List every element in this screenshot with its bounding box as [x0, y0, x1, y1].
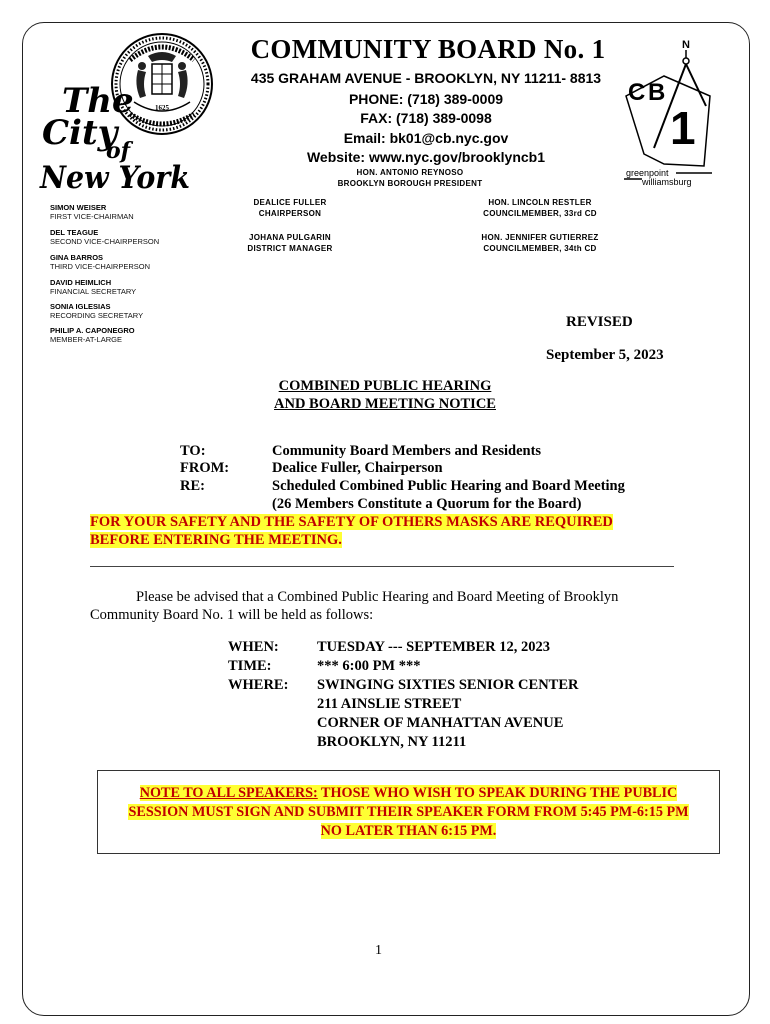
time-label: TIME: — [228, 658, 272, 674]
safety-notice-line2: BEFORE ENTERING THE MEETING. — [90, 532, 342, 548]
svg-text:City: City — [42, 113, 118, 153]
borough-president-name: HON. ANTONIO REYNOSO — [356, 168, 464, 177]
website-link[interactable]: Website: www.nyc.gov/brooklyncb1 — [306, 149, 546, 165]
address: 435 GRAHAM AVENUE - BROOKLYN, NY 11211- 8813 — [250, 70, 602, 86]
svg-text:N: N — [682, 39, 690, 51]
page-number: 1 — [375, 943, 382, 958]
borough-president-title: BROOKLYN BOROUGH PRESIDENT — [337, 179, 483, 188]
svg-text:williamsburg: williamsburg — [642, 177, 692, 187]
speakers-note-box — [97, 770, 720, 854]
officer-item: SONIA IGLESIAS RECORDING SECRETARY — [50, 302, 144, 320]
notice-title-line1: COMBINED PUBLIC HEARING — [278, 378, 492, 394]
re-label: RE: — [180, 478, 205, 494]
svg-text:1: 1 — [670, 102, 696, 154]
from-label: FROM: — [180, 460, 230, 476]
email[interactable] — [226, 130, 626, 146]
nyc-wordmark-logo — [38, 78, 198, 196]
district-manager-title: DISTRICT MANAGER — [247, 244, 333, 253]
svg-text:1625: 1625 — [155, 104, 169, 112]
where-label: WHERE: — [228, 677, 289, 693]
to-value: Community Board Members and Residents — [272, 443, 542, 459]
revised-label: REVISED — [566, 314, 633, 330]
officer-item: GINA BARROS THIRD VICE-CHAIRPERSON — [50, 253, 151, 271]
councilmember-34-title: COUNCILMEMBER, 34th CD — [483, 244, 597, 253]
chair-title: CHAIRPERSON — [258, 209, 322, 218]
councilmember-33-title: COUNCILMEMBER, 33rd CD — [483, 209, 597, 218]
councilmember-33-name: HON. LINCOLN RESTLER — [488, 198, 592, 207]
revision-date: September 5, 2023 — [546, 347, 664, 363]
time-value: *** 6:00 PM *** — [317, 658, 421, 674]
officer-item: SIMON WEISER FIRST VICE-CHAIRMAN — [50, 203, 134, 221]
district-manager-name: JOHANA PULGARIN — [249, 233, 331, 242]
re-value: Scheduled Combined Public Hearing and Board Meeting — [272, 478, 625, 494]
divider — [90, 566, 674, 567]
when-label: WHEN: — [228, 639, 279, 655]
svg-text:C: C — [628, 79, 646, 106]
svg-text:The: The — [62, 81, 134, 121]
svg-text:B: B — [648, 79, 666, 106]
svg-text:greenpoint: greenpoint — [626, 168, 669, 178]
when-value: TUESDAY --- SEPTEMBER 12, 2023 — [317, 639, 550, 655]
safety-notice-line1: FOR YOUR SAFETY AND THE SAFETY OF OTHERS MASKS ARE REQUIRED — [90, 514, 613, 530]
to-label: TO: — [180, 443, 206, 459]
officer-item: PHILIP A. CAPONEGRO MEMBER-AT-LARGE — [50, 326, 135, 344]
venue-name: SWINGING SIXTIES SENIOR CENTER — [317, 677, 579, 693]
intro-line2: Community Board No. 1 will be held as follows: — [90, 607, 374, 623]
speakers-note-line2: SESSION MUST SIGN AND SUBMIT THEIR SPEAKER FORM FROM 5:45 PM-6:15 PM — [128, 804, 689, 820]
intro-line1: Please be advised that a Combined Public Hearing and Board Meeting of Brooklyn — [136, 589, 619, 605]
cb1-greenpoint-williamsburg-logo — [624, 36, 714, 188]
venue-street: 211 AINSLIE STREET — [317, 696, 462, 712]
org-name: COMMUNITY BOARD No. 1 — [250, 34, 606, 64]
email-link[interactable]: Email: bk01@cb.nyc.gov — [343, 130, 509, 146]
councilmember-34-name: HON. JENNIFER GUTIERREZ — [481, 233, 599, 242]
quorum-note: (26 Members Constitute a Quorum for the Board) — [272, 496, 582, 512]
speakers-note-line1: NOTE TO ALL SPEAKERS: THOSE WHO WISH TO SPEAK DURING THE PUBLIC — [139, 785, 678, 801]
phone: PHONE: (718) 389-0009 — [348, 91, 504, 107]
officer-item: DEL TEAGUE SECOND VICE-CHAIRPERSON — [50, 228, 160, 246]
website[interactable] — [226, 149, 626, 165]
chair-name: DEALICE FULLER — [253, 198, 327, 207]
venue-cross-street: CORNER OF MANHATTAN AVENUE — [317, 715, 564, 731]
speakers-note-line3: NO LATER THAN 6:15 PM. — [320, 823, 497, 839]
from-value: Dealice Fuller, Chairperson — [272, 460, 443, 476]
svg-text:of: of — [106, 138, 131, 164]
notice-title-line2: AND BOARD MEETING NOTICE — [274, 396, 496, 412]
venue-city: BROOKLYN, NY 11211 — [317, 734, 467, 750]
svg-text:New York: New York — [39, 160, 190, 196]
fax: FAX: (718) 389-0098 — [360, 110, 492, 126]
officer-item: DAVID HEIMLICH FINANCIAL SECRETARY — [50, 278, 137, 296]
